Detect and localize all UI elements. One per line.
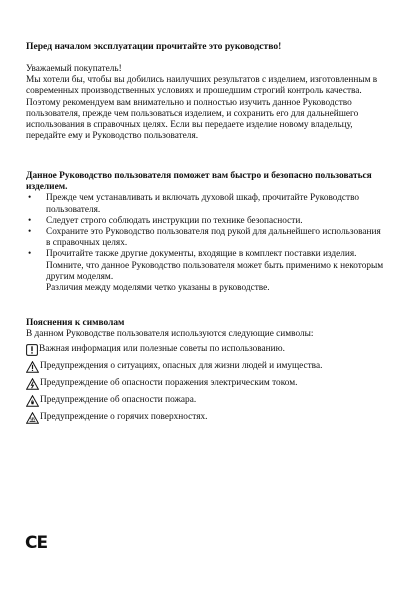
symbol-text: Важная информация или полезные советы по использованию. bbox=[39, 344, 285, 355]
bullet-icon: • bbox=[28, 193, 32, 204]
symbols-section bbox=[26, 318, 386, 425]
intro-paragraph-1: Мы хотели бы, чтобы вы добились наилучших результатов с изделием, изготовленным в современных производственных условиях и прошедшим строгий контроль качества. bbox=[26, 75, 378, 97]
list-item-text: Следует строго соблюдать инструкции по технике безопасности. bbox=[46, 215, 303, 226]
guide-heading: Данное Руководство пользователя поможет вам быстро и безопасно пользоваться изделием. bbox=[26, 171, 372, 193]
bullet-icon: • bbox=[28, 227, 32, 238]
symbol-text: Предупреждение об опасности пожара. bbox=[40, 395, 197, 406]
list-item bbox=[26, 193, 386, 215]
symbol-text: Предупреждение о горячих поверхностях. bbox=[40, 412, 208, 423]
warning-icon bbox=[26, 361, 39, 373]
symbols-heading: Пояснения к символам bbox=[26, 318, 125, 328]
list-item bbox=[26, 216, 386, 227]
info-icon bbox=[26, 344, 38, 356]
bullet-icon: • bbox=[28, 215, 32, 226]
symbol-text: Предупреждение об опасности поражения электрическим током. bbox=[40, 378, 298, 389]
electric-shock-icon bbox=[26, 378, 39, 390]
symbol-row-info bbox=[26, 342, 386, 357]
symbol-row-hot-surface bbox=[26, 410, 386, 425]
symbol-row-electric bbox=[26, 376, 386, 391]
greeting: Уважаемый покупатель! bbox=[26, 64, 122, 74]
page-title: Перед началом эксплуатации прочитайте это руководство! bbox=[26, 41, 282, 52]
bullet-icon: • bbox=[28, 249, 32, 260]
intro-paragraph-2: Поэтому рекомендуем вам внимательно и полностью изучить данное Руководство пользователя, прежде чем пользоваться изделием, и сохранить его для дальнейшего использования в справочных целях. Если вы передаете изделие новому владельцу, передайте ему и Руководство пользователя. bbox=[26, 97, 359, 142]
intro-section bbox=[26, 64, 386, 142]
symbol-row-warning bbox=[26, 359, 386, 374]
list-item-text: Сохраните это Руководство пользователя под рукой для дальнейшего использования в справочных целях. bbox=[46, 227, 381, 249]
guide-bullet-list bbox=[26, 193, 386, 283]
symbols-lead: В данном Руководстве пользователя используются следующие символы: bbox=[26, 329, 314, 340]
models-note: Различия между моделями четко указаны в руководстве. bbox=[46, 283, 270, 294]
symbol-text: Предупреждения о ситуациях, опасных для жизни людей и имущества. bbox=[40, 361, 323, 372]
ce-mark: CE bbox=[25, 533, 48, 553]
list-item bbox=[26, 227, 386, 249]
list-item-text: Прежде чем устанавливать и включать духовой шкаф, прочитайте Руководство пользователя. bbox=[46, 193, 360, 215]
hot-surface-icon bbox=[26, 412, 39, 424]
list-item bbox=[26, 249, 386, 283]
fire-icon bbox=[26, 395, 39, 407]
symbol-row-fire bbox=[26, 393, 386, 408]
list-item-text: Прочитайте также другие документы, входящие в комплект поставки изделия. Помните, что данное Руководство пользователя может быть применимо к некоторым другим моделям. bbox=[46, 249, 384, 282]
guide-section bbox=[26, 171, 386, 294]
